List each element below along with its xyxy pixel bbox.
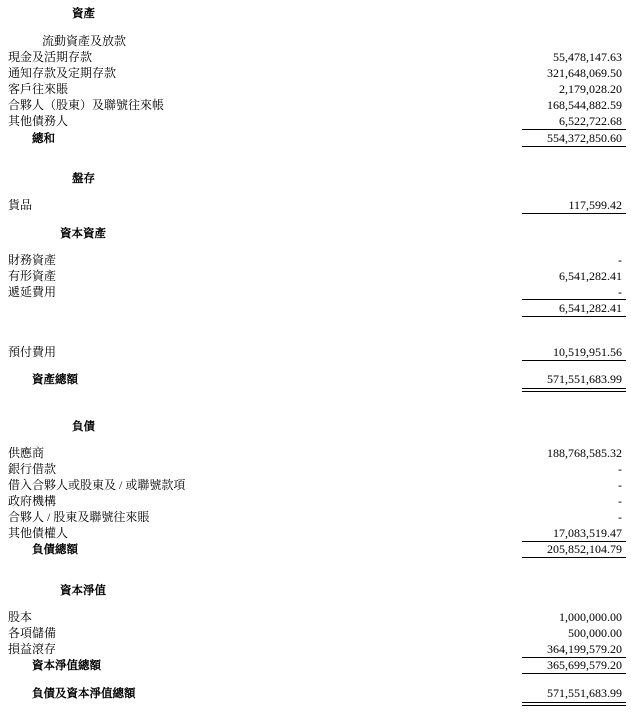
bank-loans-label: 銀行借款 [8, 462, 57, 476]
total-assets-label: 資產總額 [32, 372, 78, 386]
grand-total-double-rule-2 [522, 705, 626, 706]
other-creditors-label: 其他債權人 [8, 526, 69, 540]
partner-borrowings-label: 借入合夥人或股東及 / 或聯號款項 [8, 478, 186, 492]
other-debtors-value: 6,522,722.68 [559, 114, 622, 128]
financial-assets-label: 財務資產 [8, 253, 57, 267]
grand-total-double-rule-1 [522, 702, 626, 703]
grand-total-label: 負債及資本淨值總額 [32, 686, 136, 700]
liabilities-heading: 負債 [72, 419, 95, 433]
cash-value: 55,478,147.63 [553, 50, 622, 64]
customer-accounts-label: 客戶往來賬 [8, 82, 69, 96]
tangible-assets-label: 有形資產 [8, 269, 57, 283]
other-debtors-label: 其他債務人 [8, 114, 69, 128]
partner-accounts-value: 168,544,882.59 [547, 98, 622, 112]
capital-assets-heading: 資本資產 [60, 226, 106, 240]
partner-current-label: 合夥人 / 股東及聯號往來賬 [8, 510, 150, 524]
prepaid-value: 10,519,951.56 [553, 345, 622, 359]
bank-loans-value: - [618, 462, 622, 476]
retained-earnings-value: 364,199,579.20 [547, 642, 622, 656]
share-capital-label: 股本 [8, 610, 33, 624]
prepaid-underline [522, 360, 626, 361]
assets-heading: 資產 [72, 6, 95, 20]
total-liabilities-value: 205,852,104.79 [547, 542, 622, 556]
retained-earnings-label: 損益滾存 [8, 642, 57, 656]
current-total-rule [522, 129, 626, 130]
deferred-expenses-value: - [618, 285, 622, 299]
deferred-expenses-label: 遞延費用 [8, 285, 57, 299]
total-assets-double-rule-2 [522, 391, 626, 392]
total-equity-underline [522, 673, 626, 674]
partner-borrowings-value: - [618, 478, 622, 492]
total-assets-value: 571,551,683.99 [547, 372, 622, 386]
goods-value: 117,599.42 [568, 198, 622, 212]
share-capital-value: 1,000,000.00 [559, 610, 622, 624]
reserves-label: 各項儲備 [8, 626, 57, 640]
goods-underline [522, 213, 626, 214]
partner-current-value: - [618, 510, 622, 524]
total-assets-double-rule-1 [522, 388, 626, 389]
prepaid-label: 預付費用 [8, 345, 57, 359]
current-assets-heading: 流動資產及放款 [42, 34, 127, 48]
total-equity-value: 365,699,579.20 [547, 658, 622, 672]
total-liabilities-underline [522, 557, 626, 558]
capital-subtotal-underline [522, 316, 626, 317]
equity-heading: 資本淨值 [60, 583, 106, 597]
current-total-underline [522, 146, 626, 147]
other-creditors-value: 17,083,519.47 [553, 526, 622, 540]
suppliers-label: 供應商 [8, 446, 45, 460]
deposits-label: 通知存款及定期存款 [8, 66, 117, 80]
current-total-label: 總和 [32, 131, 55, 145]
current-total-value: 554,372,850.60 [547, 131, 622, 145]
goods-label: 貨品 [8, 198, 33, 212]
partner-accounts-label: 合夥人（股東）及聯號往來帳 [8, 98, 165, 112]
inventory-heading: 盤存 [72, 171, 95, 185]
tangible-assets-value: 6,541,282.41 [559, 269, 622, 283]
total-equity-label: 資本淨值總額 [32, 658, 101, 672]
suppliers-value: 188,768,585.32 [547, 446, 622, 460]
deposits-value: 321,648,069.50 [547, 66, 622, 80]
financial-assets-value: - [618, 253, 622, 267]
total-liabilities-label: 負債總額 [32, 542, 78, 556]
reserves-value: 500,000.00 [568, 626, 622, 640]
government-value: - [618, 494, 622, 508]
grand-total-value: 571,551,683.99 [547, 686, 622, 700]
customer-accounts-value: 2,179,028.20 [559, 82, 622, 96]
cash-label: 現金及活期存款 [8, 50, 93, 64]
government-label: 政府機構 [8, 494, 57, 508]
capital-subtotal-rule [522, 299, 626, 300]
capital-subtotal-value: 6,541,282.41 [559, 301, 622, 315]
